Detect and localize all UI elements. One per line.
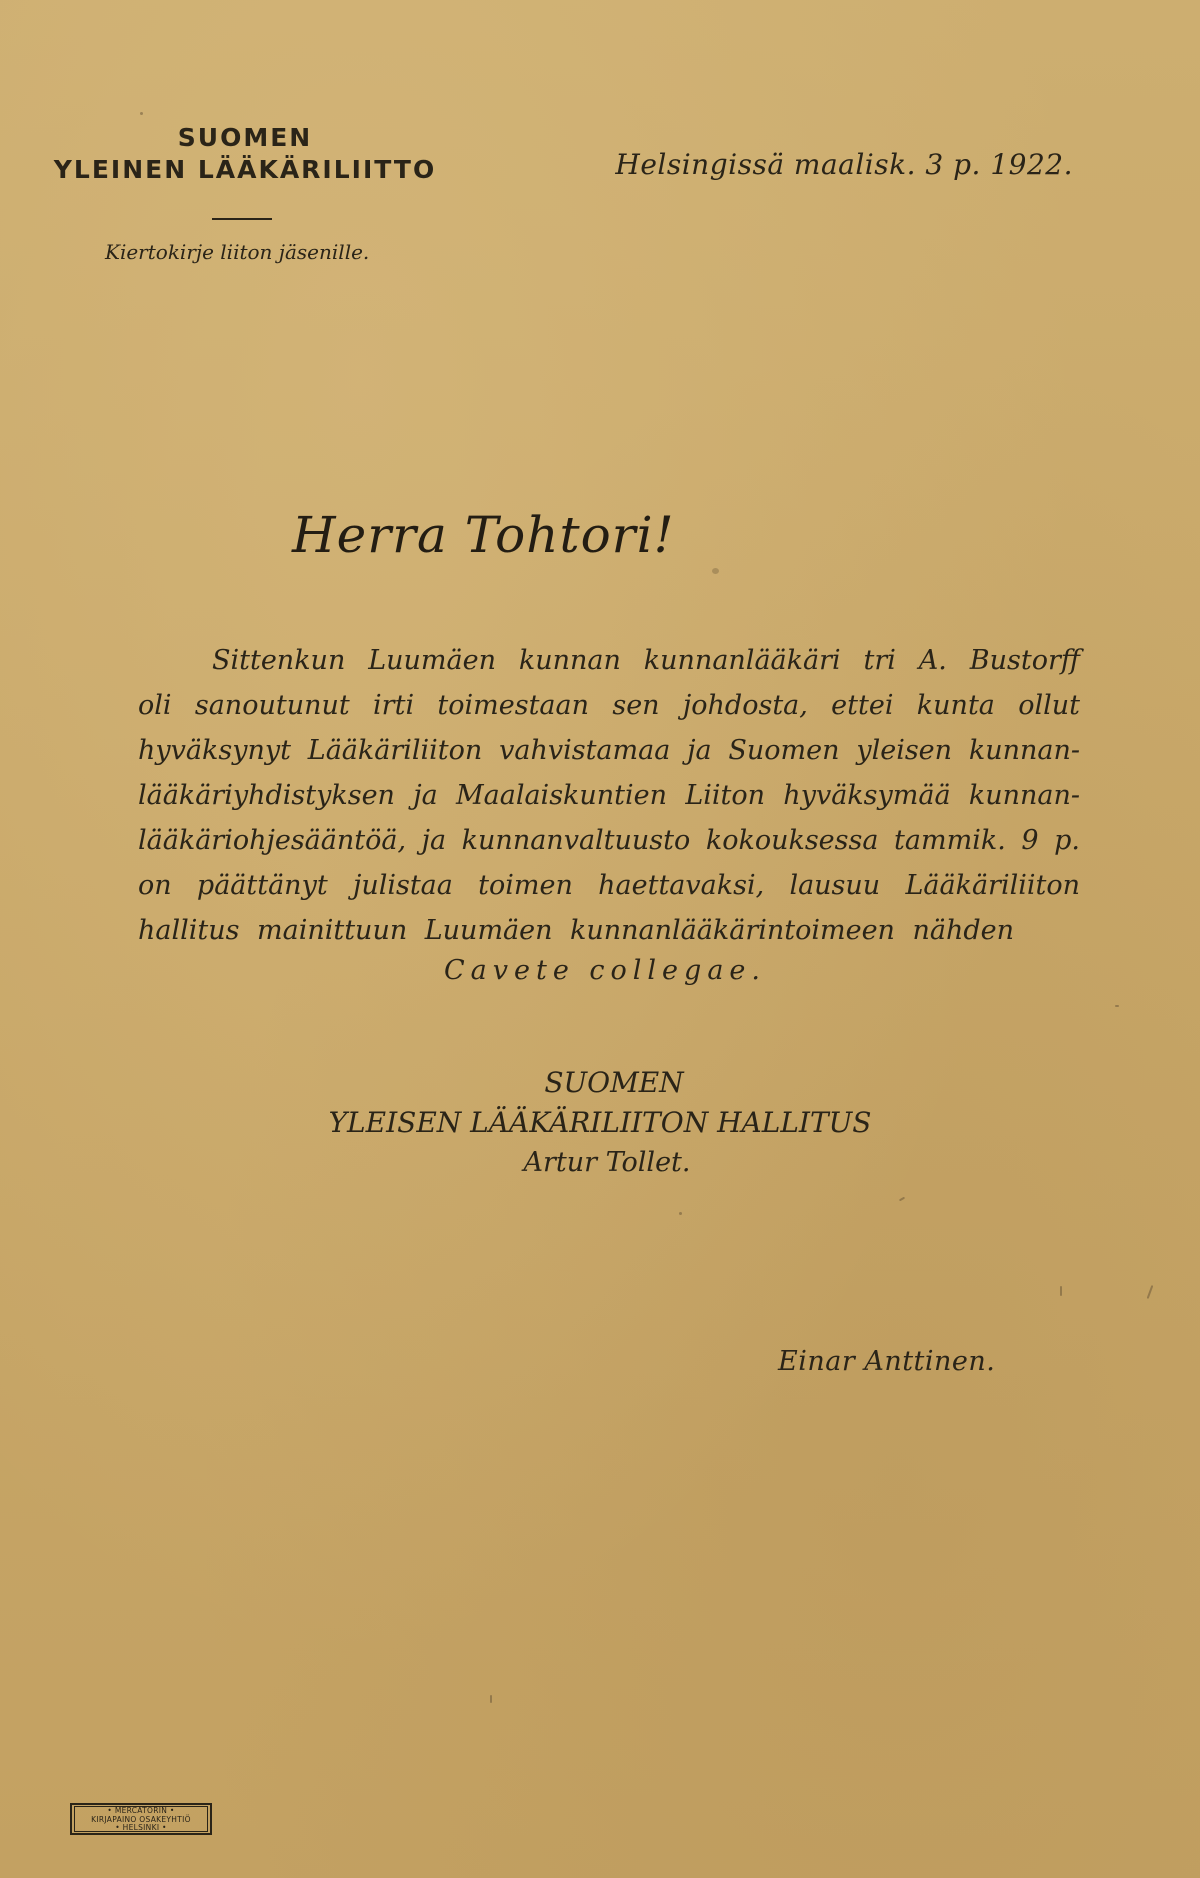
place-and-date: Helsingissä maalisk. 3 p. 1922. — [615, 148, 1073, 181]
salutation: Herra Tohtori! — [292, 506, 675, 564]
paper-speck — [712, 568, 719, 574]
closing-phrase: Cavete collegae. — [444, 955, 766, 986]
paper-speck — [899, 1197, 905, 1202]
body-line: lääkäriyhdistyksen ja Maalaiskuntien Liiton hyväksymää kunnan- — [138, 780, 1080, 811]
organization-name — [50, 122, 440, 186]
body-line: lääkäriohjesääntöä, ja kunnanvaltuusto kokouksessa tammik. 9 p. — [138, 825, 1080, 856]
paper-speck — [1060, 1286, 1062, 1296]
body-line: on päättänyt julistaa toimen haettavaksi, lausuu Lääkäriliiton — [138, 870, 1080, 901]
body-line: Sittenkun Luumäen kunnan kunnanlääkäri tri A. Bustorff — [212, 645, 1080, 676]
letterhead-divider — [212, 218, 272, 220]
printer-line-1: • MERCATORIN • — [107, 1806, 175, 1815]
signature-block — [0, 1063, 1200, 1183]
printer-mark — [70, 1803, 212, 1835]
paper-speck — [490, 1695, 492, 1703]
letter-body — [138, 638, 1080, 953]
body-line: hallitus mainittuun Luumäen kunnanlääkärintoimeen nähden — [138, 915, 1014, 946]
body-line: oli sanoutunut irti toimestaan sen johdosta, ettei kunta ollut — [138, 690, 1080, 721]
circular-note: Kiertokirje liiton jäsenille. — [105, 240, 370, 264]
signature-chairman: Artur Tollet. — [523, 1147, 691, 1178]
printer-line-3: • HELSINKI • — [115, 1823, 167, 1832]
signature-line-2: YLEISEN LÄÄKÄRILIITON HALLITUS — [328, 1106, 872, 1139]
organization-name-line-1: SUOMEN — [177, 123, 313, 152]
signature-secretary: Einar Anttinen. — [778, 1346, 996, 1377]
printer-mark-inner — [74, 1806, 208, 1832]
paper-speck — [679, 1212, 682, 1215]
signature-line-1: SUOMEN — [544, 1066, 684, 1099]
paper-speck — [140, 112, 143, 115]
organization-name-line-2: YLEINEN LÄÄKÄRILIITTO — [53, 155, 437, 184]
paper-speck — [1147, 1285, 1154, 1299]
printer-line-2: KIRJAPAINO OSAKEYHTIÖ — [91, 1814, 191, 1824]
paper-speck — [1115, 1005, 1119, 1007]
body-line: hyväksynyt Lääkäriliiton vahvistamaa ja Suomen yleisen kunnan- — [138, 735, 1080, 766]
